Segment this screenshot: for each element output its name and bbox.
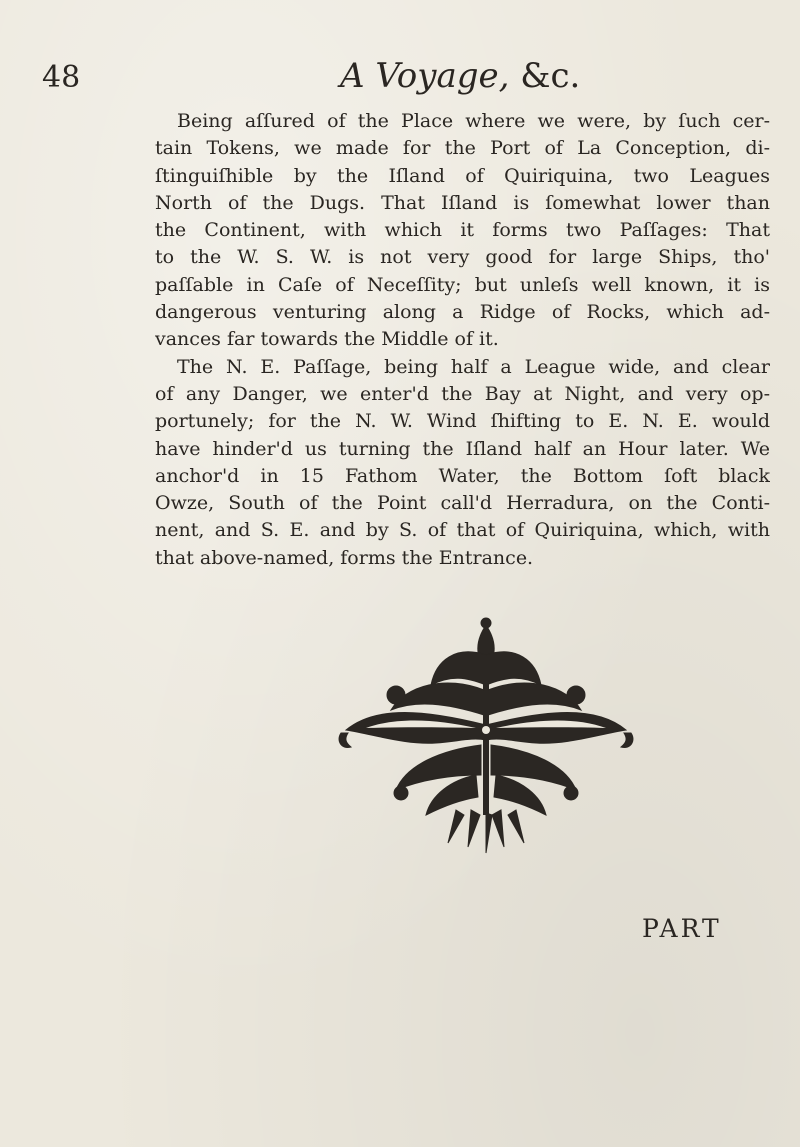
text-line: that above-named, forms the Entrance. xyxy=(155,546,534,569)
text-line: ſtinguiſhible by the Iſland of Quiriquina, two Leagues xyxy=(155,164,770,187)
text-line: nent, and S. E. and by S. of that of Quiriquina, which, with xyxy=(155,519,770,542)
text-line: anchor'd in 15 Fathom Water, the Bottom ſoft black xyxy=(155,464,770,487)
text-line: dangerous venturing along a Ridge of Rocks, which ad- xyxy=(155,301,770,324)
text-line: portunely; for the N. W. Wind ſhifting to E. N. E. would xyxy=(155,410,770,433)
text-line: The N. E. Paſſage, being half a League wide, and clear xyxy=(177,355,770,378)
text-line: paſſable in Caſe of Neceſſity; but unleſs well known, it is xyxy=(155,273,770,296)
text-line: the Continent, with which it forms two Paſſages: That xyxy=(155,219,770,242)
running-title: A Voyage, xyxy=(340,56,510,96)
text-line: North of the Dugs. That Iſland is ſomewhat lower than xyxy=(155,191,770,214)
text-line: have hinder'd us turning the Iſland half an Hour later. We xyxy=(155,437,770,460)
page-number: 48 xyxy=(42,60,81,95)
running-title-suffix: &c. xyxy=(520,56,581,96)
catchword: PART xyxy=(642,914,722,943)
text-line: tain Tokens, we made for the Port of La Conception, di- xyxy=(155,137,770,160)
text-line: of any Danger, we enter'd the Bay at Night, and very op- xyxy=(155,382,770,405)
body-text xyxy=(155,108,770,572)
text-line: Being aſſured of the Place where we were, by ſuch cer- xyxy=(177,110,770,132)
running-head xyxy=(340,56,580,96)
text-line: to the W. S. W. is not very good for large Ships, tho' xyxy=(155,246,770,269)
text-line: Owze, South of the Point call'd Herradura, on the Conti- xyxy=(155,492,770,515)
floral-tailpiece-ornament-icon xyxy=(336,615,636,855)
text-line: vances far towards the Middle of it. xyxy=(155,328,499,351)
